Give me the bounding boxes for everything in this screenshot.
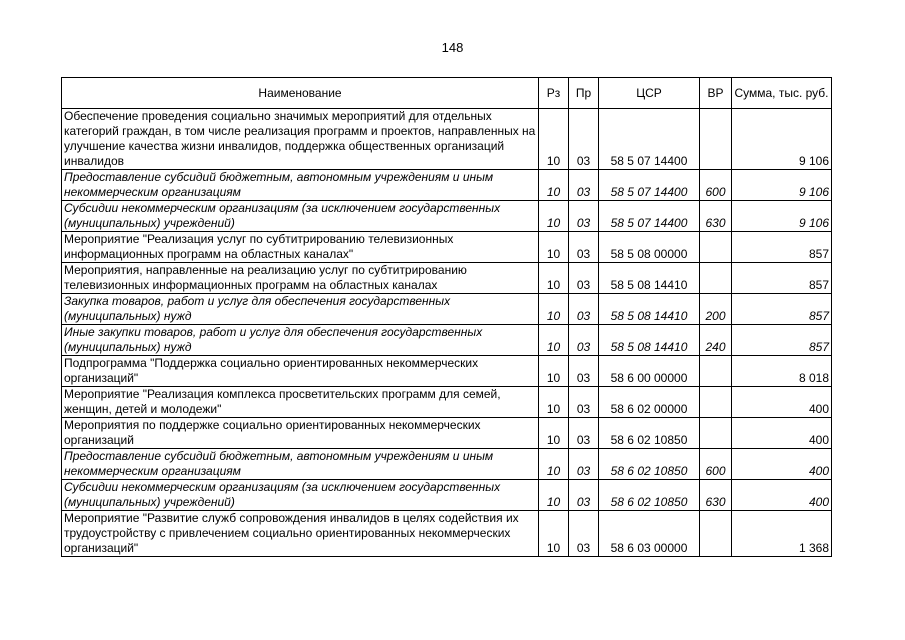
- cell-vr: [700, 232, 732, 263]
- cell-rz: 10: [539, 511, 569, 557]
- cell-rz: 10: [539, 387, 569, 418]
- cell-vr: [700, 109, 732, 170]
- cell-vr: [700, 511, 732, 557]
- header-rz: Рз: [539, 78, 569, 109]
- cell-name: Мероприятие "Реализация услуг по субтитрированию телевизионных информационных программ на областных каналах": [62, 232, 539, 263]
- cell-name: Субсидии некоммерческим организациям (за исключением государственных (муниципальных) учреждений): [62, 201, 539, 232]
- table-row: [62, 201, 832, 232]
- cell-pr: 03: [569, 387, 599, 418]
- cell-rz: 10: [539, 109, 569, 170]
- cell-rz: 10: [539, 356, 569, 387]
- cell-pr: 03: [569, 201, 599, 232]
- budget-table: [61, 77, 832, 557]
- cell-rz: 10: [539, 201, 569, 232]
- cell-pr: 03: [569, 449, 599, 480]
- cell-vr: [700, 387, 732, 418]
- cell-vr: 630: [700, 201, 732, 232]
- cell-pr: 03: [569, 170, 599, 201]
- cell-csr: 58 5 07 14400: [599, 109, 700, 170]
- header-pr: Пр: [569, 78, 599, 109]
- cell-pr: 03: [569, 325, 599, 356]
- cell-name: Субсидии некоммерческим организациям (за исключением государственных (муниципальных) учреждений): [62, 480, 539, 511]
- cell-sum: 9 106: [732, 170, 832, 201]
- cell-vr: [700, 356, 732, 387]
- cell-sum: 857: [732, 263, 832, 294]
- cell-pr: 03: [569, 356, 599, 387]
- cell-pr: 03: [569, 418, 599, 449]
- cell-name: Закупка товаров, работ и услуг для обеспечения государственных (муниципальных) нужд: [62, 294, 539, 325]
- cell-name: Мероприятия, направленные на реализацию услуг по субтитрированию телевизионных информационных программ на областных каналах: [62, 263, 539, 294]
- cell-name: Мероприятие "Реализация комплекса просветительских программ для семей, женщин, детей и молодежи": [62, 387, 539, 418]
- cell-pr: 03: [569, 232, 599, 263]
- cell-sum: 9 106: [732, 201, 832, 232]
- cell-rz: 10: [539, 449, 569, 480]
- table-row: [62, 480, 832, 511]
- cell-sum: 8 018: [732, 356, 832, 387]
- cell-csr: 58 6 02 00000: [599, 387, 700, 418]
- cell-rz: 10: [539, 263, 569, 294]
- table-body: [62, 109, 832, 557]
- table-row: [62, 449, 832, 480]
- header-sum: Сумма, тыс. руб.: [732, 78, 832, 109]
- cell-rz: 10: [539, 294, 569, 325]
- header-vr: ВР: [700, 78, 732, 109]
- cell-rz: 10: [539, 325, 569, 356]
- table-row: [62, 170, 832, 201]
- cell-csr: 58 6 02 10850: [599, 480, 700, 511]
- cell-csr: 58 6 02 10850: [599, 449, 700, 480]
- cell-rz: 10: [539, 232, 569, 263]
- header-name: Наименование: [62, 78, 539, 109]
- cell-sum: 857: [732, 325, 832, 356]
- cell-rz: 10: [539, 418, 569, 449]
- cell-name: Мероприятия по поддержке социально ориентированных некоммерческих организаций: [62, 418, 539, 449]
- cell-pr: 03: [569, 294, 599, 325]
- table-row: [62, 263, 832, 294]
- cell-rz: 10: [539, 170, 569, 201]
- cell-csr: 58 5 07 14400: [599, 170, 700, 201]
- cell-name: Подпрограмма "Поддержка социально ориентированных некоммерческих организаций": [62, 356, 539, 387]
- table-row: [62, 511, 832, 557]
- cell-sum: 400: [732, 480, 832, 511]
- table-row: [62, 356, 832, 387]
- cell-pr: 03: [569, 109, 599, 170]
- cell-csr: 58 6 02 10850: [599, 418, 700, 449]
- cell-pr: 03: [569, 263, 599, 294]
- cell-vr: [700, 418, 732, 449]
- cell-csr: 58 6 03 00000: [599, 511, 700, 557]
- cell-vr: 240: [700, 325, 732, 356]
- cell-name: Мероприятие "Развитие служб сопровождения инвалидов в целях содействия их трудоустройству с привлечением социально ориентированных некоммерческих организаций": [62, 511, 539, 557]
- cell-vr: [700, 263, 732, 294]
- cell-vr: 600: [700, 170, 732, 201]
- table-row: [62, 294, 832, 325]
- cell-csr: 58 6 00 00000: [599, 356, 700, 387]
- table-row: [62, 387, 832, 418]
- cell-name: Обеспечение проведения социально значимых мероприятий для отдельных категорий граждан, в том числе реализация программ и проектов, направленных на улучшение качества жизни инвалидов, поддержка общественных организаций инвалидов: [62, 109, 539, 170]
- table-row: [62, 232, 832, 263]
- cell-vr: 200: [700, 294, 732, 325]
- cell-sum: 400: [732, 418, 832, 449]
- header-csr: ЦСР: [599, 78, 700, 109]
- cell-pr: 03: [569, 480, 599, 511]
- cell-pr: 03: [569, 511, 599, 557]
- cell-sum: 9 106: [732, 109, 832, 170]
- cell-csr: 58 5 07 14400: [599, 201, 700, 232]
- cell-name: Иные закупки товаров, работ и услуг для обеспечения государственных (муниципальных) нужд: [62, 325, 539, 356]
- cell-csr: 58 5 08 14410: [599, 263, 700, 294]
- cell-vr: 600: [700, 449, 732, 480]
- table-row: [62, 109, 832, 170]
- cell-csr: 58 5 08 00000: [599, 232, 700, 263]
- cell-sum: 400: [732, 387, 832, 418]
- cell-csr: 58 5 08 14410: [599, 325, 700, 356]
- cell-name: Предоставление субсидий бюджетным, автономным учреждениям и иным некоммерческим организациям: [62, 449, 539, 480]
- cell-sum: 857: [732, 294, 832, 325]
- table-row: [62, 325, 832, 356]
- cell-vr: 630: [700, 480, 732, 511]
- page-number: 148: [441, 40, 464, 55]
- cell-sum: 1 368: [732, 511, 832, 557]
- cell-sum: 400: [732, 449, 832, 480]
- cell-csr: 58 5 08 14410: [599, 294, 700, 325]
- cell-rz: 10: [539, 480, 569, 511]
- table-header-row: [62, 78, 832, 109]
- cell-name: Предоставление субсидий бюджетным, автономным учреждениям и иным некоммерческим организациям: [62, 170, 539, 201]
- cell-sum: 857: [732, 232, 832, 263]
- table-row: [62, 418, 832, 449]
